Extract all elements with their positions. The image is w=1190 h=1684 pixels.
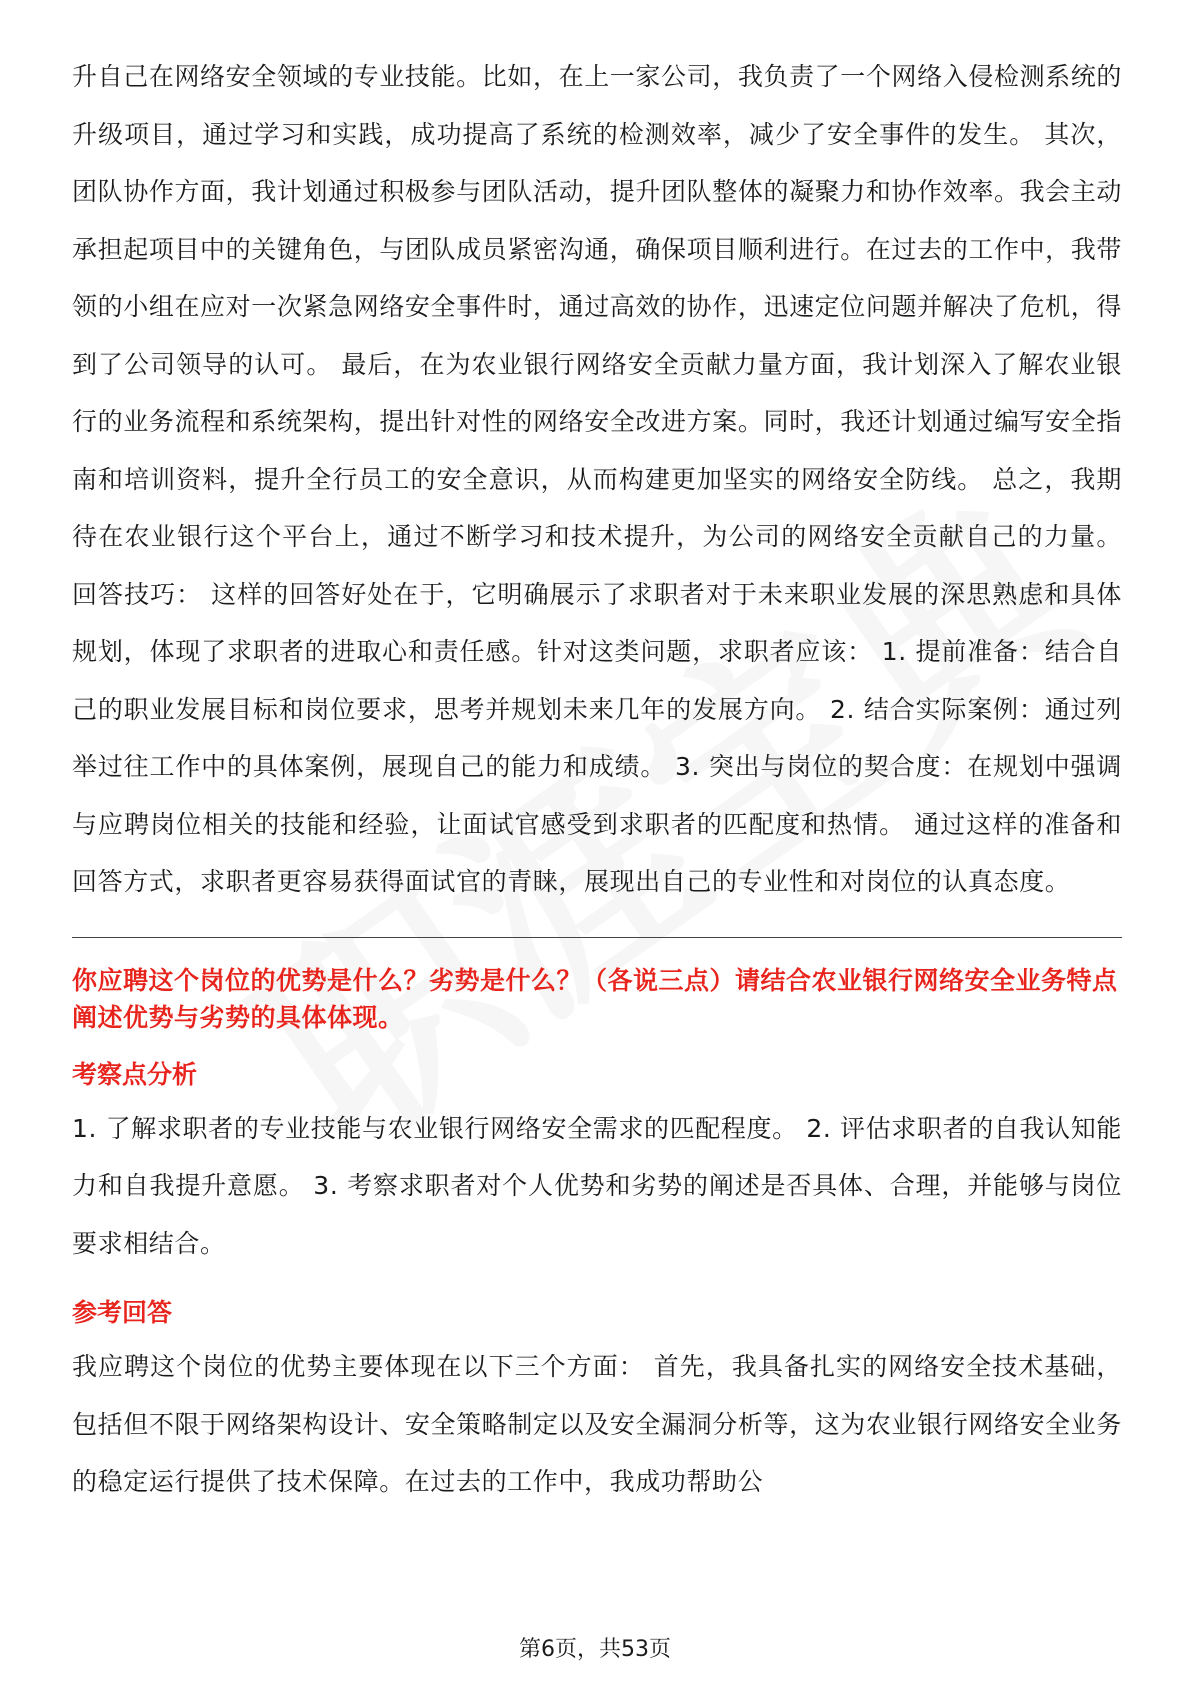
answer-heading: 参考回答: [72, 1298, 173, 1327]
page-number: 第6页，共53页: [519, 1637, 671, 1662]
divider: [72, 937, 1122, 938]
page-content: [72, 48, 1122, 1511]
analysis-heading: 考察点分析: [72, 1059, 198, 1089]
analysis-paragraph: 1. 了解求职者的专业技能与农业银行网络安全需求的匹配程度。 2. 评估求职者的自我认知能力和自我提升意愿。 3. 考察求职者对个人优势和劣势的阐述是否具体、合理，并能够与岗位要求相结合。: [72, 1113, 1122, 1258]
question-heading: 你应聘这个岗位的优势是什么？劣势是什么？（各说三点）请结合农业银行网络安全业务特点阐述优势与劣势的具体体现。: [72, 965, 1118, 1032]
answer-paragraph: 我应聘这个岗位的优势主要体现在以下三个方面： 首先，我具备扎实的网络安全技术基础，包括但不限于网络架构设计、安全策略制定以及安全漏洞分析等，这为农业银行网络安全业务的稳定运行提供了技术保障。在过去的工作中，我成功帮助公: [72, 1352, 1122, 1496]
body-paragraph: 升自己在网络安全领域的专业技能。比如，在上一家公司，我负责了一个网络入侵检测系统的升级项目，通过学习和实践，成功提高了系统的检测效率，减少了安全事件的发生。 其次，团队协作方面，我计划通过积极参与团队活动，提升团队整体的凝聚力和协作效率。我会主动承担起项目中的关键角色，与团队成员紧密沟通，确保项目顺利进行。在过去的工作中，我带领的小组在应对一次紧急网络安全事件时，通过高效的协作，迅速定位问题并解决了危机，得到了公司领导的认可。 最后，在为农业银行网络安全贡献力量方面，我计划深入了解农业银行的业务流程和系统架构，提出针对性的网络安全改进方案。同时，我还计划通过编写安全指南和培训资料，提升全行员工的安全意识，从而构建更加坚实的网络安全防线。 总之，我期待在农业银行这个平台上，通过不断学习和技术提升，为公司的网络安全贡献自己的力量。 回答技巧： 这样的回答好处在于，它明确展示了求职者对于未来职业发展的深思熟虑和具体规划，体现了求职者的进取心和责任感。针对这类问题，求职者应该： 1. 提前准备：结合自己的职业发展目标和岗位要求，思考并规划未来几年的发展方向。 2. 结合实际案例：通过列举过往工作中的具体案例，展现自己的能力和成绩。 3. 突出与岗位的契合度：在规划中强调与应聘岗位相关的技能和经验，让面试官感受到求职者的匹配度和热情。 通过这样的准备和回答方式，求职者更容易获得面试官的青睐，展现出自己的专业性和对岗位的认真态度。: [72, 62, 1122, 896]
